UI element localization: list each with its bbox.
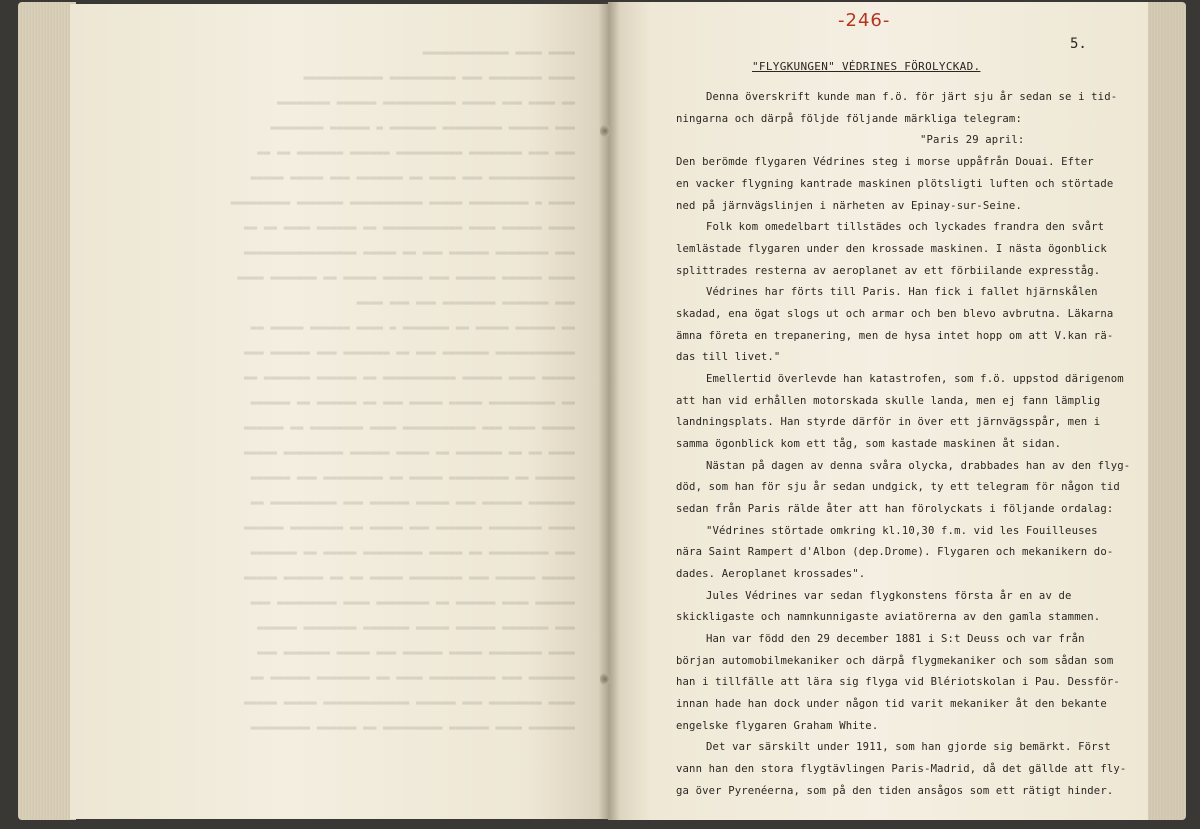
text-line: ga över Pyrenéerna, som på den tiden ansågos som ett rätigt hinder. [676, 785, 1114, 797]
text-line: landningsplats. Han styrde därför in över ett järnvägsspår, men i [676, 416, 1101, 428]
text-line: en vacker flygning kantrade maskinen plötsligti luften och störtade [676, 178, 1114, 190]
text-line: "Védrines störtade omkring kl.10,30 f.m. vid les Fouilleuses [706, 525, 1098, 537]
text-line: Jules Védrines var sedan flygkonstens första år en av de [706, 590, 1072, 602]
text-line: lemlästade flygaren under den krossade maskinen. I nästa ögonblick [676, 243, 1107, 255]
text-line: Védrines har förts till Paris. Han fick i fallet hjärnskålen [706, 286, 1098, 298]
text-line: samma ögonblick kom ett tåg, som kastade maskinen åt sidan. [676, 438, 1062, 450]
right-page-edges [1144, 2, 1186, 820]
text-line: splittrades resterna av aeroplanet av ett förbiilande expresståg. [676, 265, 1101, 277]
text-line: han i tillfälle att lära sig flyga vid Blériotskolan i Pau. Dessför- [676, 676, 1120, 688]
handwritten-page-number: -246- [838, 10, 891, 31]
text-line: engelske flygaren Graham White. [676, 720, 879, 732]
text-line: Nästan på dagen av denna svåra olycka, drabbades han av den flyg- [706, 460, 1131, 472]
text-line: början automobilmekaniker och därpå flygmekaniker och som sådan som [676, 655, 1114, 667]
text-line: ned på järnvägslinjen i närheten av Epinay-sur-Seine. [676, 200, 1022, 212]
text-line: Denna överskrift kunde man f.ö. för järt sju år sedan se i tid- [706, 91, 1118, 103]
text-line: dades. Aeroplanet krossades". [676, 568, 866, 580]
text-line: sedan från Paris rälde åter att han förolyckats i följande ordalag: [676, 503, 1114, 515]
typed-page-number: 5. [1070, 36, 1087, 52]
left-page-edges [18, 2, 76, 820]
text-line: Han var född den 29 december 1881 i S:t Deuss och var från [706, 633, 1085, 645]
text-line: ningarna och därpå följde följande märkliga telegram: [676, 113, 1022, 125]
binding-stitch [600, 124, 610, 138]
text-line: nära Saint Rampert d'Albon (dep.Drome). Flygaren och mekanikern do- [676, 546, 1114, 558]
text-line: vann han den stora flygtävlingen Paris-Madrid, då det gällde att fly- [676, 763, 1127, 775]
text-line: att han vid erhållen motorskada skulle landa, men ej fann lämplig [676, 395, 1101, 407]
text-line: innan hade han dock under någon tid varit mekaniker åt den bekante [676, 698, 1107, 710]
text-line: skickligaste och namnkunnigaste aviatörerna av den gamla stammen. [676, 611, 1101, 623]
bleed-through-text: ▬▬▬▬ ▬▬▬▬ ▬▬▬▬▬▬▬▬▬▬▬▬▬ ▬▬▬▬ ▬▬▬▬▬▬▬▬ ▬▬▬ ▬▬▬▬▬▬▬▬▬▬ ▬▬▬▬▬▬▬▬▬▬▬▬ ▬▬ ▬▬▬▬ ▬▬▬ ▬▬▬▬▬ ▬▬▬▬▬▬▬▬▬▬▬ ▬▬▬▬▬▬ ▬▬▬▬▬▬▬▬ ▬▬▬ ▬▬▬▬▬▬ ▬▬▬▬▬▬▬▬▬ ▬▬▬▬▬▬▬ ▬ ▬▬▬▬▬▬ ▬▬▬▬▬▬▬▬ ▬▬▬ ▬▬▬ ▬▬▬▬▬▬▬▬ ▬▬▬▬▬▬▬▬▬▬ ▬▬▬▬▬▬ ▬▬▬▬▬▬▬ ▬▬ ▬▬ ▬▬▬▬▬▬▬▬▬▬▬▬▬ ▬▬▬ ▬▬▬▬ ▬▬ ▬▬▬▬▬▬▬ ▬▬▬ ▬▬▬▬▬ ▬▬▬▬▬ ▬▬▬▬ ▬ ▬▬▬▬▬▬▬▬▬ ▬▬▬▬▬ ▬▬▬▬▬▬▬▬▬▬▬ ▬▬▬▬▬▬▬ ▬▬▬▬▬▬▬▬▬ ▬▬▬▬ ▬▬▬▬▬▬ ▬▬▬▬ ▬▬▬▬▬▬▬▬▬▬▬▬ ▬▬ ▬▬▬▬▬▬ ▬▬▬▬ ▬▬ ▬▬ ▬▬▬ ▬▬▬▬▬▬▬▬ ▬▬▬▬▬▬ ▬▬▬ ▬▬ ▬▬▬▬▬ ▬▬▬▬▬▬▬▬▬▬▬▬▬▬▬▬▬ ▬▬▬▬ ▬▬▬▬▬▬ ▬▬▬▬▬▬ ▬▬▬ ▬▬▬▬▬▬ ▬▬▬▬▬ ▬▬ ▬▬▬▬▬▬▬ ▬▬▬▬ ▬▬▬ ▬▬▬▬▬▬▬ ▬▬▬▬▬▬▬▬ ▬▬▬ ▬▬▬ ▬▬▬▬ ▬▬ ▬▬▬▬▬▬ ▬▬▬▬▬ ▬▬ ▬▬▬▬▬▬▬ ▬ ▬▬▬▬ ▬▬▬▬▬▬ ▬▬▬▬▬ ▬▬ ▬▬▬▬▬▬▬▬▬▬▬▬ ▬▬▬▬▬▬▬ ▬▬▬ ▬▬ ▬▬▬▬▬▬▬ ▬▬▬ ▬▬▬▬▬▬ ▬▬▬ ▬▬▬▬▬ ▬▬▬▬ ▬▬▬▬▬▬ ▬▬▬▬▬▬▬▬▬▬▬ ▬▬ ▬▬▬▬▬▬ ▬▬▬▬▬▬▬ ▬▬ ▬▬ ▬▬▬▬▬▬▬▬▬▬ ▬▬▬▬▬ ▬▬▬▬▬ ▬▬▬ ▬▬ ▬▬▬▬▬▬ ▬▬ ▬▬▬▬▬▬ ▬▬▬▬▬ ▬▬▬▬ ▬▬▬ ▬▬▬▬▬▬▬▬▬▬▬ ▬▬▬▬ ▬▬▬▬▬▬▬▬ ▬▬ ▬▬▬▬▬▬ ▬▬▬▬ ▬▬ ▬▬ ▬▬▬▬▬▬▬ ▬▬ ▬▬▬▬▬ ▬▬▬▬▬▬ ▬▬▬▬▬▬▬▬▬ ▬▬▬▬▬ ▬▬▬▬▬▬ ▬▬ ▬▬▬▬▬▬▬▬▬ ▬▬▬▬▬ ▬▬ ▬▬▬▬▬▬▬▬▬ ▬▬▬ ▬▬▬▬▬▬ ▬▬▬▬▬▬▬ ▬▬▬▬▬▬ ▬▬▬ ▬▬▬▬▬ ▬▬▬▬▬▬ ▬▬▬ ▬▬▬▬▬▬▬▬▬▬ ▬▬ ▬▬▬▬ ▬▬▬▬▬▬▬▬ ▬▬▬▬▬▬▬ ▬▬▬ ▬▬▬▬▬ ▬▬ ▬▬▬▬▬▬▬▬ ▬▬▬▬▬▬ ▬▬▬ ▬▬▬▬▬▬▬▬▬ ▬▬ ▬▬▬▬▬ ▬▬▬▬▬▬▬▬▬ ▬▬▬▬▬ ▬▬ ▬▬▬▬▬▬▬ ▬▬▬▬▬ ▬▬▬▬▬▬ ▬▬▬ ▬▬▬▬▬▬▬▬ ▬▬▬▬▬ ▬▬ ▬▬ ▬▬▬▬▬▬ ▬▬▬▬▬ ▬▬▬▬▬▬ ▬▬▬▬ ▬▬▬▬▬▬ ▬▬ ▬▬▬▬▬▬▬▬ ▬▬▬▬ ▬▬▬▬▬▬▬▬▬ ▬▬▬ ▬▬▬ ▬▬▬▬▬▬▬ ▬▬▬▬▬▬ ▬▬▬▬▬ ▬▬▬▬▬▬▬ ▬▬▬▬▬▬▬▬ ▬▬▬▬▬▬ ▬▬▬▬ ▬▬▬▬▬▬▬▬ ▬▬▬▬▬ ▬▬▬▬▬▬ ▬▬▬ ▬▬▬▬▬ ▬▬▬▬▬▬▬ ▬▬▬ ▬▬▬▬▬▬▬ ▬▬▬ ▬▬▬▬▬▬▬▬▬▬ ▬▬▬▬ ▬▬ ▬▬▬▬▬▬▬▬ ▬▬▬▬▬▬ ▬▬ ▬▬▬▬ ▬▬▬▬▬▬▬▬ ▬▬▬ ▬▬▬▬▬▬ ▬▬▬▬▬▬▬▬▬▬▬▬▬ ▬▬▬▬▬ ▬▬▬▬▬ ▬▬▬▬▬▬▬ ▬▬▬▬ ▬▬▬▬▬▬ ▬▬▬▬▬▬▬▬▬ ▬▬ ▬▬▬▬▬▬ ▬▬▬▬▬▬▬▬▬ [230, 46, 575, 734]
text-line: ämna företa en trepanering, men de hysa intet hopp om att V.kan rä- [676, 330, 1114, 342]
article-title: "FLYGKUNGEN" VÉDRINES FÖROLYCKAD. [752, 60, 981, 73]
text-line: död, som han för sju år sedan undgick, ty ett telegram för någon tid [676, 481, 1120, 493]
text-line: das till livet." [676, 351, 781, 363]
text-line: "Paris 29 april: [920, 134, 1025, 146]
text-line: Folk kom omedelbart tillstädes och lyckades frandra den svårt [706, 221, 1105, 233]
text-line: Det var särskilt under 1911, som han gjorde sig bemärkt. Först [706, 741, 1111, 753]
text-line: Den berömde flygaren Védrines steg i morse uppåfrån Douai. Efter [676, 156, 1094, 168]
text-line: Emellertid överlevde han katastrofen, som f.ö. uppstod därigenom [706, 373, 1124, 385]
binding-stitch [600, 672, 610, 686]
text-line: skadad, ena ögat slogs ut och armar och ben blevo avbrutna. Läkarna [676, 308, 1114, 320]
